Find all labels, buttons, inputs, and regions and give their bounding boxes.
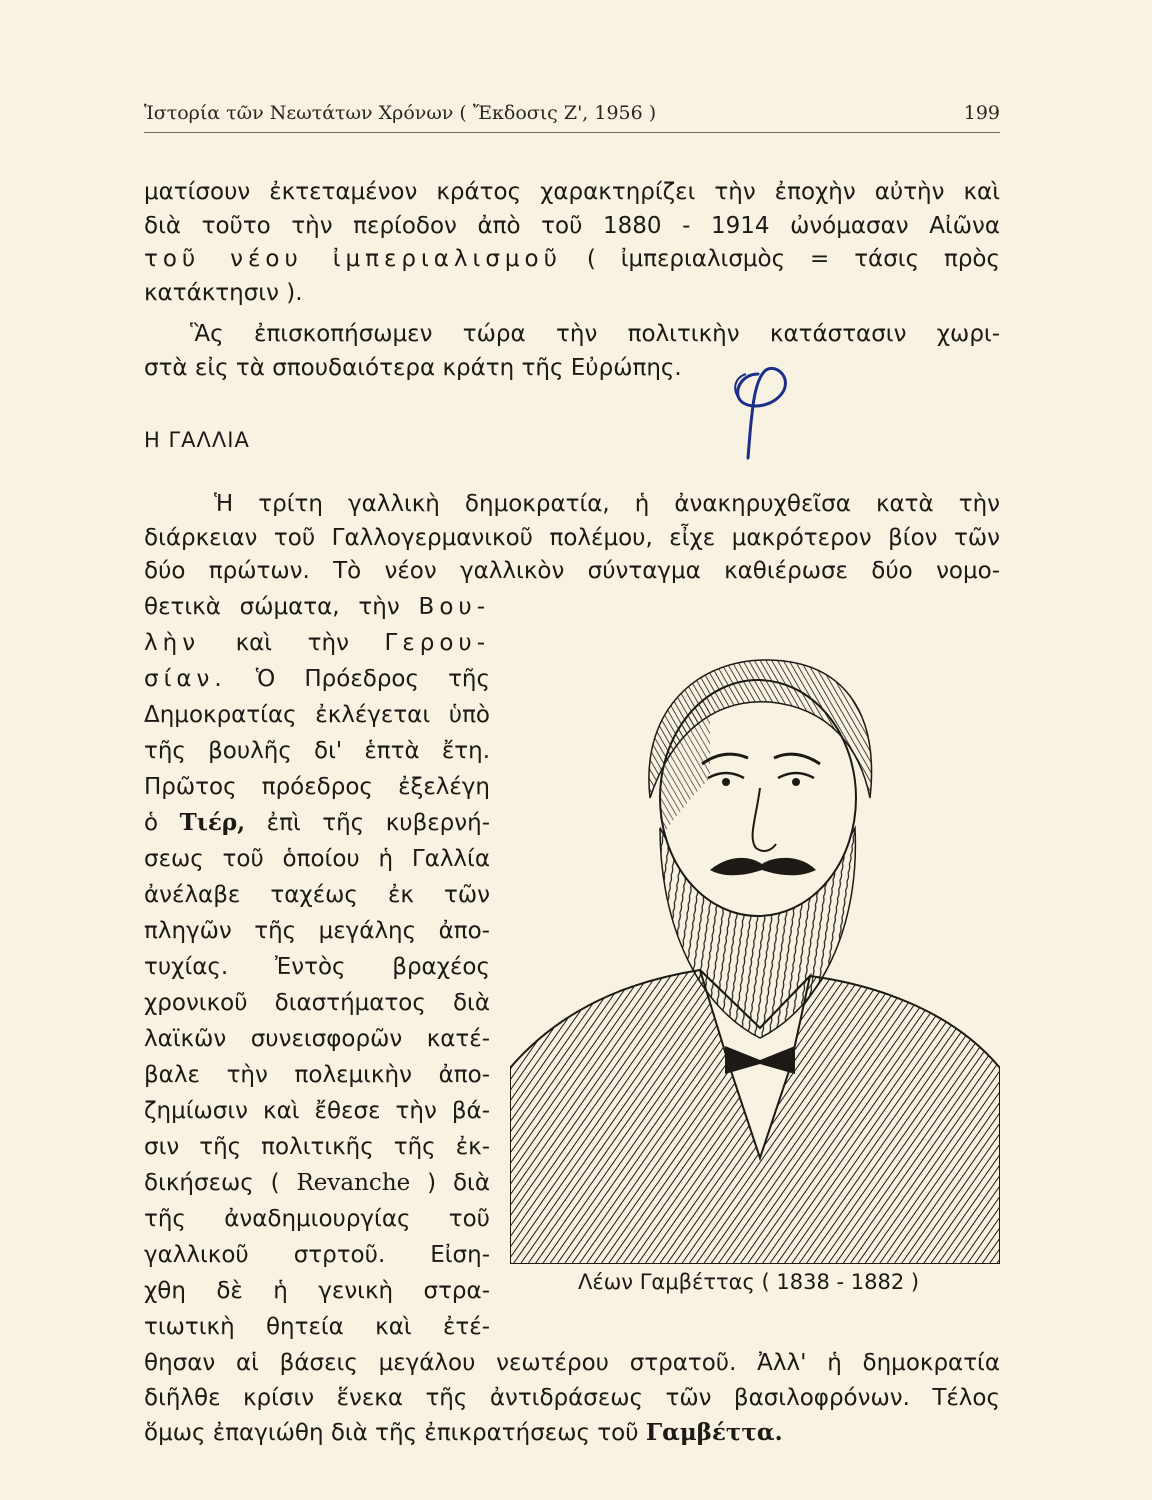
body-line: θησαν αἱ βάσεις μεγάλου νεωτέρου στρατοῦ. Ἀλλ' ἡ δημοκρατία bbox=[144, 1350, 1000, 1376]
text-run: καὶ τὴν bbox=[235, 630, 349, 656]
body-line: Ἡ τρίτη γαλλικὴ δημοκρατία, ἡ ἀνακηρυχθεῖσα κατὰ τὴν bbox=[214, 491, 1000, 517]
body-line: τυχίας. Ἐντὸς βραχέος bbox=[144, 954, 490, 980]
body-line: χθη δὲ ἡ γενικὴ στρα- bbox=[144, 1278, 490, 1304]
text-run: δικήσεως ( bbox=[144, 1170, 280, 1196]
page-number: 199 bbox=[963, 102, 1000, 124]
body-line bbox=[144, 1417, 783, 1449]
body-line bbox=[144, 663, 490, 695]
bold-name: Γαμβέττα. bbox=[645, 1419, 783, 1446]
portrait-caption: Λέων Γαμβέττας ( 1838 - 1882 ) bbox=[578, 1270, 920, 1294]
body-line: τῆς βουλῆς δι' ἑπτὰ ἔτη. bbox=[144, 738, 490, 764]
intro-line: διὰ τοῦτο τὴν περίοδον ἀπὸ τοῦ 1880 - 1914 ὠνόμασαν Αἰῶνα bbox=[144, 213, 1000, 239]
text-run: Ὁ Πρόεδρος τῆς bbox=[255, 666, 490, 692]
intro-line bbox=[144, 243, 1000, 275]
body-line: τῆς ἀναδημιουργίας τοῦ bbox=[144, 1206, 490, 1232]
body-line: δύο πρώτων. Τὸ νέον γαλλικὸν σύνταγμα καθιέρωσε δύο νομο- bbox=[144, 558, 1000, 584]
text-run: θετικὰ σώματα, τὴν bbox=[144, 594, 400, 620]
intro-line: ματίσουν ἐκτεταμένον κράτος χαρακτηρίζει τὴν ἐποχὴν αὐτὴν καὶ bbox=[144, 179, 1000, 205]
body-line: βαλε τὴν πολεμικὴν ἀπο- bbox=[144, 1062, 490, 1088]
text-run: ὁ bbox=[144, 810, 159, 836]
foreign-term: Revanche bbox=[296, 1170, 411, 1196]
body-line bbox=[144, 627, 490, 659]
running-title: Ἱστορία τῶν Νεωτάτων Χρόνων ( Ἔκδοσις Ζ', 1956 ) bbox=[144, 102, 657, 124]
handwritten-phi-mark bbox=[718, 354, 814, 466]
spaced-term: σίαν. bbox=[144, 666, 227, 692]
spaced-term: τοῦ νέου ἰμπεριαλισμοῦ bbox=[144, 246, 562, 272]
body-line: ζημίωσιν καὶ ἔθεσε τὴν βά- bbox=[144, 1098, 490, 1124]
text-run: ὅμως ἐπαγιώθη διὰ τῆς ἐπικρατήσεως τοῦ bbox=[144, 1420, 639, 1446]
body-line: σεως τοῦ ὁποίου ἡ Γαλλία bbox=[144, 846, 490, 872]
spaced-term: Γερου- bbox=[384, 630, 490, 656]
body-line bbox=[144, 1167, 490, 1199]
body-line: Πρῶτος πρόεδρος ἐξελέγη bbox=[144, 774, 490, 800]
intro-line: κατάκτησιν ). bbox=[144, 280, 303, 306]
bold-name: Τιέρ, bbox=[179, 809, 246, 836]
body-line: διάρκειαν τοῦ Γαλλογερμανικοῦ πολέμου, εἶχε μακρότερον βίον τῶν bbox=[144, 525, 1000, 551]
body-line: διῆλθε κρίσιν ἕνεκα τῆς ἀντιδράσεως τῶν βασιλοφρόνων. Τέλος bbox=[144, 1385, 1000, 1411]
text-run: ) διὰ bbox=[427, 1170, 490, 1196]
text-run: ἐπὶ τῆς κυβερνή- bbox=[266, 810, 491, 836]
spaced-term: Βου- bbox=[418, 594, 491, 620]
body-line: λαϊκῶν συνεισφορῶν κατέ- bbox=[144, 1026, 490, 1052]
body-line bbox=[144, 591, 490, 623]
body-line: χρονικοῦ διαστήματος διὰ bbox=[144, 990, 490, 1016]
spaced-term: λὴν bbox=[144, 630, 201, 656]
body-line: Δημοκρατίας ἐκλέγεται ὑπὸ bbox=[144, 702, 490, 728]
definition-text: ( ἰμπεριαλισμὸς = τάσις πρὸς bbox=[586, 246, 1000, 272]
body-line bbox=[144, 807, 490, 839]
section-heading: Η ΓΑΛΛΙΑ bbox=[144, 428, 250, 452]
body-line: γαλλικοῦ στρτοῦ. Εἰση- bbox=[144, 1242, 490, 1268]
page-header bbox=[144, 100, 1000, 133]
body-line: πληγῶν τῆς μεγάλης ἀπο- bbox=[144, 918, 490, 944]
body-line: σιν τῆς πολιτικῆς τῆς ἐκ- bbox=[144, 1134, 490, 1160]
portrait-engraving bbox=[510, 598, 1000, 1264]
intro-line: Ἃς ἐπισκοπήσωμεν τώρα τὴν πολιτικὴν κατάστασιν χωρι- bbox=[190, 321, 1000, 347]
body-line: τιωτικὴ θητεία καὶ ἐτέ- bbox=[144, 1314, 490, 1340]
intro-line: στὰ εἰς τὰ σπουδαιότερα κράτη τῆς Εὐρώπης. bbox=[144, 355, 682, 381]
body-line: ἀνέλαβε ταχέως ἐκ τῶν bbox=[144, 882, 490, 908]
